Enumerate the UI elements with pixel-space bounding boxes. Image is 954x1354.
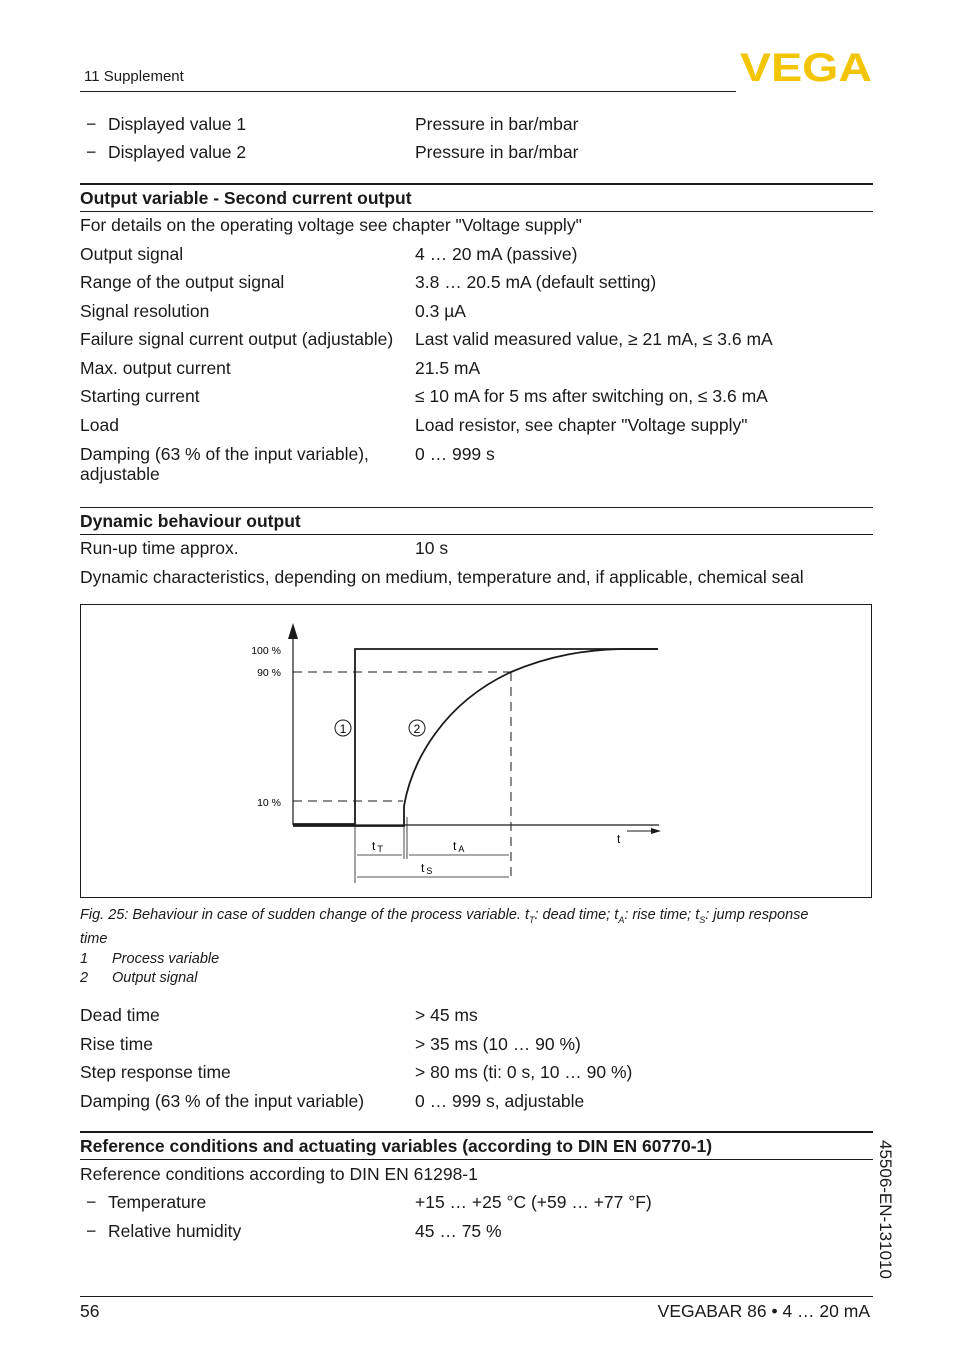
row-value: 0 … 999 s [415,444,495,464]
output-signal-curve [293,649,658,826]
list-item: − Displayed value 1 [86,114,247,134]
row-value: 0 … 999 s, adjustable [415,1091,585,1111]
row-label: Range of the output signal [80,272,285,292]
row-label: Rise time [80,1034,153,1054]
row-label: Signal resolution [80,301,210,321]
document-code: 45506-EN-131010 [876,1140,895,1279]
y-label-90: 90 % [257,667,281,679]
figure-caption: Fig. 25: Behaviour in case of sudden change of the process variable. $t_T$: dead time; $t_A$: rise time; $t_S$: jump response time [80,907,809,947]
t-arrow-head [651,828,661,834]
section-note: Dynamic characteristics, depending on medium, temperature and, if applicable, chemical seal [80,567,804,587]
marker-1-label: 1 [339,722,347,736]
row-value: ≤ 10 mA for 5 ms after switching on, ≤ 3.6 mA [415,386,768,406]
list-item-value: Pressure in bar/mbar [415,114,579,134]
list-item: − Displayed value 2 [86,142,247,162]
section-heading: Dynamic behaviour output [80,511,301,531]
y-label-100: 100 % [251,645,281,657]
section-rule [80,534,873,535]
row-label: Dead time [80,1005,160,1025]
list-item-value: +15 … +25 °C (+59 … +77 °F) [415,1192,652,1212]
list-item: − Temperature [86,1192,207,1212]
marker-2-label: 2 [413,722,421,736]
footer-product: VEGABAR 86 • 4 … 20 mA [657,1301,870,1321]
section-heading: Output variable - Second current output [80,188,412,208]
row-label: Output signal [80,244,184,264]
row-value: Load resistor, see chapter "Voltage supply" [415,415,748,435]
row-label: Load [80,415,119,435]
step-response-diagram [81,605,871,897]
list-item-value: Pressure in bar/mbar [415,142,579,162]
section-rule [80,211,873,212]
y-label-10: 10 % [257,797,281,809]
row-label: Step response time [80,1062,231,1082]
header-rule [80,91,736,92]
figure-frame [80,604,872,898]
legend-item: 2 Output signal [80,970,198,986]
section-rule [80,183,873,185]
list-item: − Relative humidity [86,1221,242,1241]
row-label: Damping (63 % of the input variable) [80,1091,365,1111]
row-value: > 35 ms (10 … 90 %) [415,1034,581,1054]
row-value: 10 s [415,538,449,558]
row-value: 3.8 … 20.5 mA (default setting) [415,272,657,292]
logo-text: VEGA [740,50,872,84]
tS-label: t S [421,861,433,876]
row-value: > 80 ms (ti: 0 s, 10 … 90 %) [415,1062,633,1082]
row-value: 21.5 mA [415,358,481,378]
tA-label: t A [453,839,465,854]
section-note: Reference conditions according to DIN EN 61298-1 [80,1164,478,1184]
process-variable-line [293,649,658,824]
row-value: 0.3 µA [415,301,466,321]
section-title: 11 Supplement [84,68,184,85]
list-item-value: 45 … 75 % [415,1221,502,1241]
row-label: Damping (63 % of the input variable), adjustable [80,444,369,484]
page-number: 56 [80,1301,100,1321]
row-label: Failure signal current output (adjustable) [80,329,394,349]
y-axis-arrow [288,623,298,639]
x-axis-label: t [617,832,621,846]
section-rule [80,1159,873,1160]
tT-label: t T [372,839,383,854]
legend-item: 1 Process variable [80,951,220,967]
footer-rule [80,1296,873,1297]
section-rule [80,1131,873,1133]
section-rule [80,507,873,508]
row-label: Max. output current [80,358,231,378]
section-note: For details on the operating voltage see chapter "Voltage supply" [80,215,582,235]
row-value: 4 … 20 mA (passive) [415,244,578,264]
section-heading: Reference conditions and actuating variables (according to DIN EN 60770-1) [80,1136,713,1156]
row-label: Run-up time approx. [80,538,239,558]
row-label: Starting current [80,386,200,406]
vega-logo [740,50,872,84]
row-value: Last valid measured value, ≥ 21 mA, ≤ 3.6 mA [415,329,773,349]
row-value: > 45 ms [415,1005,478,1025]
